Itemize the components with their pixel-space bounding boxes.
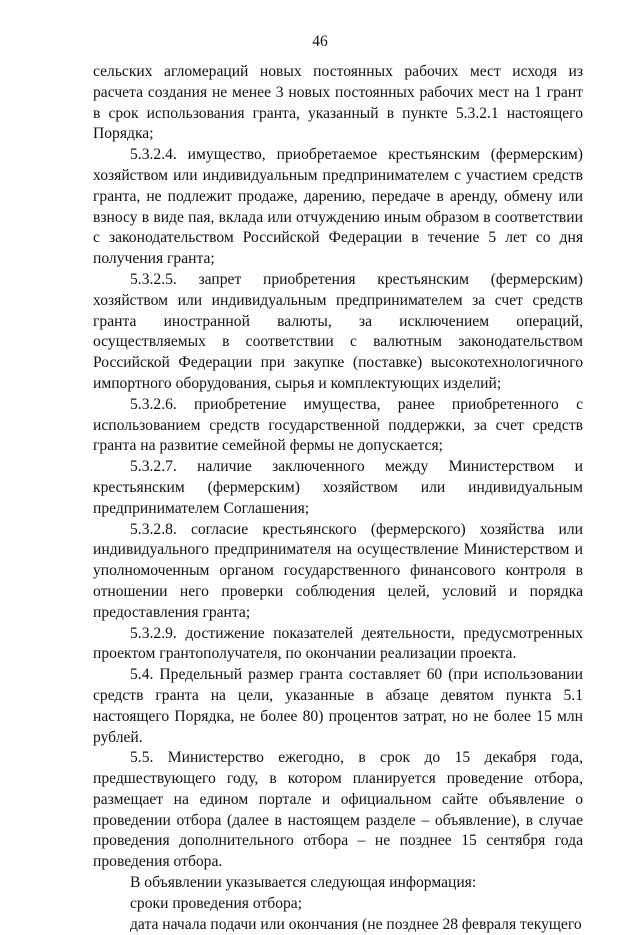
paragraph-announcement-info: В объявлении указывается следующая информация: [130, 874, 477, 892]
paragraph-5-3-2-5: 5.3.2.5. запрет приобретения крестьянским (фермерским) хозяйством или индивидуальным предпринимателем за счет средств гранта иностранной валюты, за исключением операций, осуществляемых в соответствии с валютным законодательством Российской Федерации при закупке (поставке) высокотехнологичного импортного оборудования, сырья и комплектующих изделий; [93, 270, 583, 392]
document-body [93, 62, 583, 935]
list-item-submission-start: дата начала подачи или окончания (не позднее 28 февраля текущего [130, 915, 582, 933]
list-item-selection-dates: сроки проведения отбора; [130, 894, 303, 912]
paragraph-5-3-2-6: 5.3.2.6. приобретение имущества, ранее приобретенного с использованием средств государственной поддержки, за счет средств гранта на развитие семейной фермы не допускается; [93, 395, 583, 455]
paragraph-continuation: сельских агломераций новых постоянных рабочих мест исходя из расчета создания не менее 3 новых постоянных рабочих мест на 1 грант в срок использования гранта, указанный в пункте 5.3.2.1 настоящего Порядка; [93, 63, 583, 143]
paragraph-5-4: 5.4. Предельный размер гранта составляет 60 (при использовании средств гранта на цели, указанные в абзаце девятом пункта 5.1 настоящего Порядка, не более 80) процентов затрат, но не более 15 млн рублей. [93, 666, 583, 746]
paragraph-5-5: 5.5. Министерство ежегодно, в срок до 15 декабря года, предшествующего году, в котором планируется проведение отбора, размещает на едином портале и официальном сайте объявление о проведении отбора (далее в настоящем разделе – объявление), в случае проведения дополнительного отбора – не позднее 15 сентября года проведения отбора. [93, 749, 583, 871]
page-number: 46 [312, 33, 328, 50]
paragraph-5-3-2-4: 5.3.2.4. имущество, приобретаемое крестьянским (фермерским) хозяйством или индивидуальным предпринимателем с участием средств гранта, не подлежит продаже, дарению, передаче в аренду, обмену или взносу в виде пая, вклада или отчуждению иным образом в соответствии с законодательством Российской Федерации в течение 5 лет со дня получения гранта; [93, 146, 583, 268]
paragraph-5-3-2-7: 5.3.2.7. наличие заключенного между Министерством и крестьянским (фермерским) хозяйством или индивидуальным предпринимателем Соглашения; [93, 458, 583, 517]
paragraph-5-3-2-8: 5.3.2.8. согласие крестьянского (фермерского) хозяйства или индивидуального предпринимателя на осуществление Министерством и уполномоченным органом государственного финансового контроля в отношении него проверки соблюдения целей, условий и порядка предоставления гранта; [93, 520, 583, 621]
paragraph-5-3-2-9: 5.3.2.9. достижение показателей деятельности, предусмотренных проектом грантополучателя, по окончании реализации проекта. [93, 624, 583, 663]
